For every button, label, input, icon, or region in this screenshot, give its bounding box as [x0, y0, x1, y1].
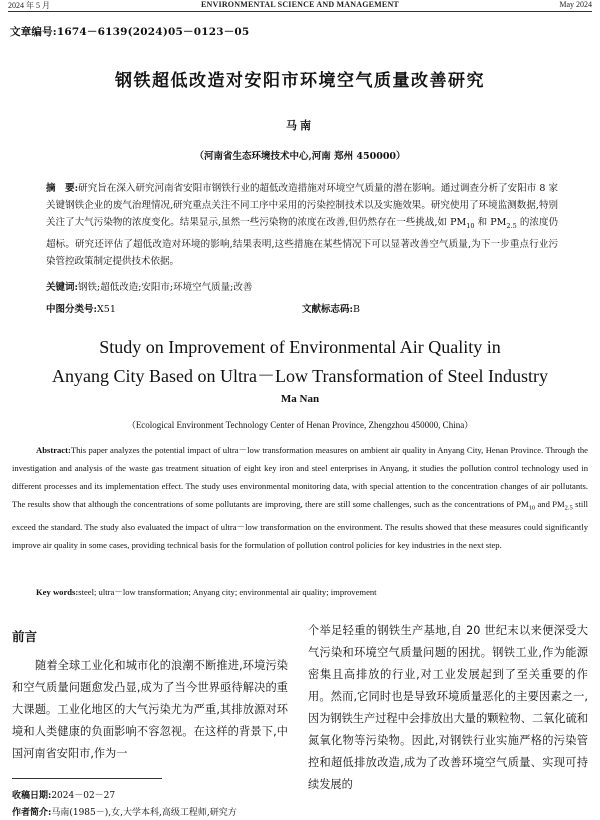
- received-date: [12, 788, 115, 801]
- chinese-keywords-text: 钢铁;超低改造;安阳市;环境空气质量;改善: [78, 282, 253, 293]
- author-bio-text: 马南(1985－),女,大学本科,高级工程师,研究方: [51, 808, 237, 818]
- received-date-label: 收稿日期:: [12, 791, 52, 801]
- english-keywords: [36, 586, 588, 598]
- english-author: Ma Nan: [280, 393, 320, 405]
- document-code-value: B: [353, 304, 360, 315]
- pm10-subscript-en: 10: [528, 504, 536, 512]
- received-date-value: 2024－02－27: [51, 791, 116, 801]
- english-title-line-2: Anyang City Based on Ultra－Low Transformation of Steel Industry: [52, 366, 548, 386]
- document-code: [302, 301, 360, 315]
- chinese-abstract-label: 摘 要:: [46, 183, 79, 194]
- english-abstract-label: Abstract:: [36, 445, 71, 455]
- english-abstract-text-2: still exceed the standard. The study also evaluated the impact of ultra－low transformation on the environment. The results showed that these measures could significantly improve air quality in some cases, providing technical basis for the formulation of pollution control policies for key industries in the next step.: [12, 499, 588, 550]
- chinese-affiliation: （河南省生态环境技术中心,河南 郑州 450000）: [194, 151, 406, 162]
- chinese-abstract-text-2: 的浓度仍超标。研究还评估了超低改造对环境的影响,结果表明,这些措施在某些情况下可以显著改善空气质量,为下一步重点行业污染管控政策制定提供技术依据。: [46, 217, 558, 267]
- chinese-keywords: [46, 279, 566, 293]
- author-bio-label: 作者简介:: [12, 808, 52, 818]
- classification-number: [46, 301, 116, 315]
- classification-label: 中图分类号:: [46, 304, 98, 315]
- document-code-label: 文献标志码:: [302, 304, 354, 315]
- header-date-en: May 2024: [559, 0, 592, 9]
- header-journal-name: ENVIRONMENTAL SCIENCE AND MANAGEMENT: [201, 0, 399, 9]
- english-title-line-1: Study on Improvement of Environmental Air Quality in: [99, 337, 501, 357]
- pm25-subscript-en: 2.5: [564, 504, 573, 512]
- chinese-abstract-text-mid: 和 PM: [474, 217, 507, 229]
- header-date-cn: 2024 年 5 月: [8, 1, 50, 10]
- running-header: [8, 0, 592, 12]
- pm10-subscript: 10: [466, 222, 475, 231]
- chinese-abstract: [46, 180, 558, 270]
- english-title: [0, 333, 600, 391]
- english-abstract-text-1: This paper analyzes the potential impact of ultra－low transformation measures on ambient air quality in Anyang City, Henan Province. Through the investigation and analysis of the waste gas treatment situation of eight key iron and steel enterprises in Anyang, it studies the pollution control technology used in different processes and its implementation effect. The study uses environmental monitoring data, with special attention to the concentration changes of air pollutants. The results show that although the concentrations of some pollutants are improving, there are still some challenges, such as the concentrations of PM: [12, 445, 588, 509]
- english-abstract: [12, 441, 588, 554]
- english-abstract-text-mid: and PM: [535, 499, 565, 509]
- section-heading-preface: 前言: [12, 629, 38, 644]
- footnote-divider: [12, 778, 162, 779]
- chinese-abstract-text-1: 研究旨在深入研究河南省安阳市钢铁行业的超低改造措施对环境空气质量的潜在影响。通过调查分析了安阳市 8 家关键钢铁企业的废气治理情况,研究重点关注不同工序中采用的污染控制技术以及实施效果。研究使用了环境监测数据,特别关注了大气污染物的浓度变化。结果显示,虽然一些污染物的浓度在改善,但仍然存在一些挑战,如 PM: [46, 183, 558, 229]
- classification-value: X51: [97, 304, 116, 315]
- article-number: 文章编号:1674－6139(2024)05－0123－05: [10, 26, 250, 38]
- author-bio: [12, 805, 237, 818]
- chinese-author: 马南: [286, 119, 314, 132]
- english-keywords-label: Key words:: [36, 587, 79, 597]
- chinese-keywords-label: 关键词:: [46, 282, 79, 293]
- intro-left-column: 随着全球工业化和城市化的浪潮不断推进,环境污染和空气质量问题愈发凸显,成为了当今世界亟待解决的重大课题。工业化地区的大气污染尤为严重,其排放源对环境和人类健康的负面影响不容忽视。在这样的背景下,中国河南省安阳市,作为一: [12, 659, 288, 760]
- english-affiliation: （Ecological Environment Technology Center of Henan Province, Zhengzhou 450000, China）: [126, 420, 474, 430]
- intro-right-column: 个举足轻重的钢铁生产基地,自 20 世纪末以来便深受大气污染和环境空气质量问题的困扰。钢铁工业,作为能源密集且高排放的行业,对工业发展起到了至关重要的作用。然而,它同时也是导致环境质量恶化的主要因素之一,因为钢铁生产过程中会排放出大量的颗粒物、二氧化硫和氮氧化物等污染物。因此,对钢铁行业实施严格的污染管控和超低排放改造,成为了改善环境空气质量、实现可持续发展的: [308, 624, 588, 791]
- english-keywords-text: steel; ultra－low transformation; Anyang city; environmental air quality; improvement: [78, 587, 377, 597]
- chinese-title: 钢铁超低改造对安阳市环境空气质量改善研究: [115, 71, 485, 91]
- pm25-subscript: 2.5: [506, 222, 517, 231]
